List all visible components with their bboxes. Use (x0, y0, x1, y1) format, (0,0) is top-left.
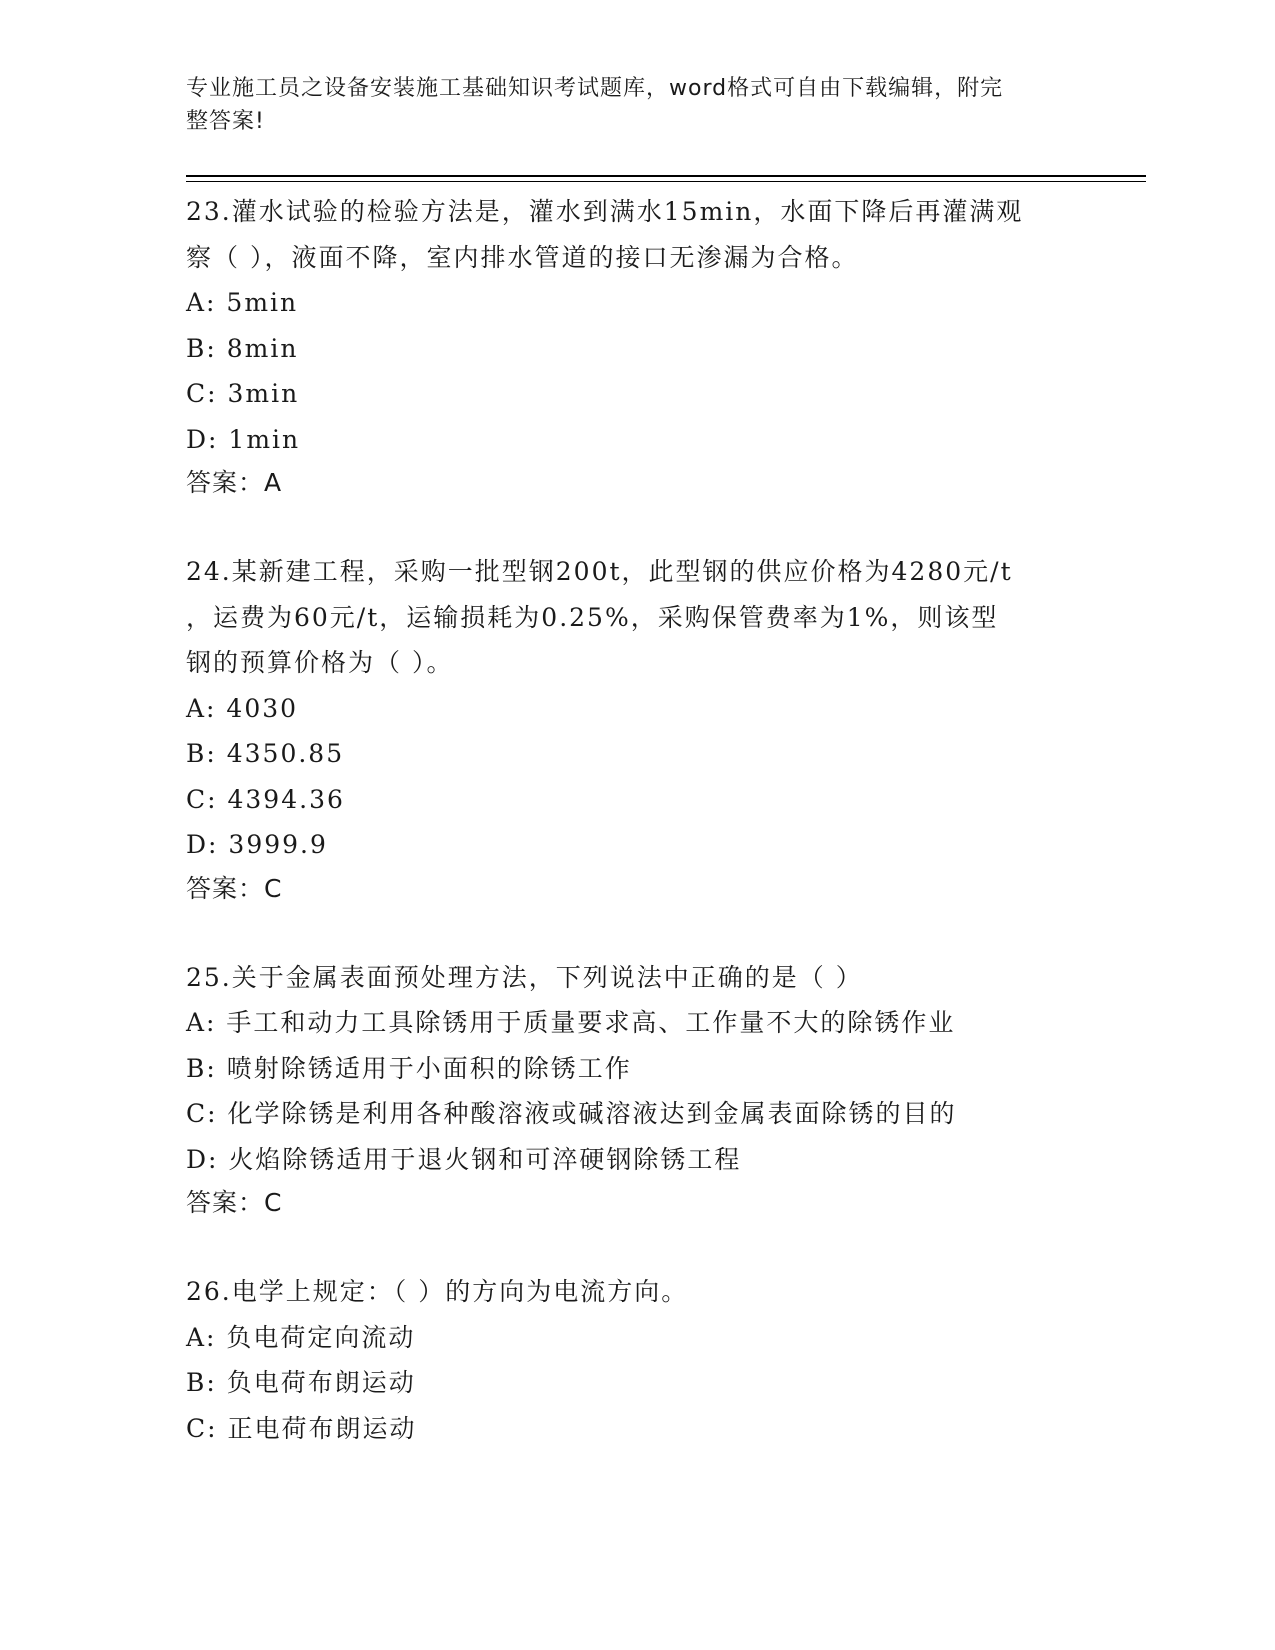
question-24 (186, 549, 1086, 910)
option-d: D: 3999.9 (186, 830, 328, 859)
option-b: B: 负电荷布朗运动 (186, 1368, 416, 1397)
option-d: D: 火焰除锈适用于退火钢和可淬硬钢除锈工程 (186, 1144, 742, 1174)
question-stem-line: 24.某新建工程，采购一批型钢200t，此型钢的供应价格为4280元/t (186, 557, 1013, 586)
option-c: C: 正电荷布朗运动 (186, 1413, 417, 1443)
question-stem-line: 钢的预算价格为（ ）。 (186, 648, 454, 677)
question-stem-line: ，运费为60元/t，运输损耗为0.25%，采购保管费率为1%，则该型 (186, 602, 999, 632)
question-spacer (186, 910, 1086, 955)
question-26 (186, 1269, 1086, 1451)
header-title-line-2: 整答案! (186, 109, 265, 134)
question-stem-line: 26.电学上规定：（ ）的方向为电流方向。 (186, 1277, 689, 1306)
question-list (186, 189, 1086, 1451)
question-spacer (186, 1224, 1086, 1269)
question-stem-line: 察（ ），液面不降，室内排水管道的接口无渗漏为合格。 (186, 242, 859, 272)
option-b: B: 4350.85 (186, 739, 345, 768)
question-23 (186, 189, 1086, 504)
answer-line: 答案：C (186, 873, 283, 903)
option-a: A: 4030 (186, 693, 299, 723)
page-header (186, 72, 1066, 138)
question-stem-line: 23.灌水试验的检验方法是，灌水到满水15min，水面下降后再灌满观 (186, 197, 1024, 226)
question-spacer (186, 504, 1086, 549)
question-stem-line: 25.关于金属表面预处理方法，下列说法中正确的是（ ） (186, 962, 863, 992)
option-a: A: 手工和动力工具除锈用于质量要求高、工作量不大的除锈作业 (186, 1008, 956, 1037)
answer-line: 答案：C (186, 1188, 283, 1217)
option-a: A: 5min (186, 288, 299, 317)
header-rule-thick (186, 175, 1146, 177)
option-a: A: 负电荷定向流动 (186, 1322, 416, 1352)
header-title-line-1: 专业施工员之设备安装施工基础知识考试题库，word格式可自由下载编辑，附完 (186, 76, 1004, 101)
option-c: C: 4394.36 (186, 784, 345, 814)
answer-line: 答案：A (186, 468, 283, 497)
option-c: C: 3min (186, 379, 300, 408)
option-d: D: 1min (186, 424, 301, 454)
question-25 (186, 955, 1086, 1225)
option-c: C: 化学除锈是利用各种酸溶液或碱溶液达到金属表面除锈的目的 (186, 1099, 957, 1128)
header-rule-thin (186, 181, 1146, 182)
option-b: B: 8min (186, 333, 299, 363)
option-b: B: 喷射除锈适用于小面积的除锈工作 (186, 1053, 632, 1083)
